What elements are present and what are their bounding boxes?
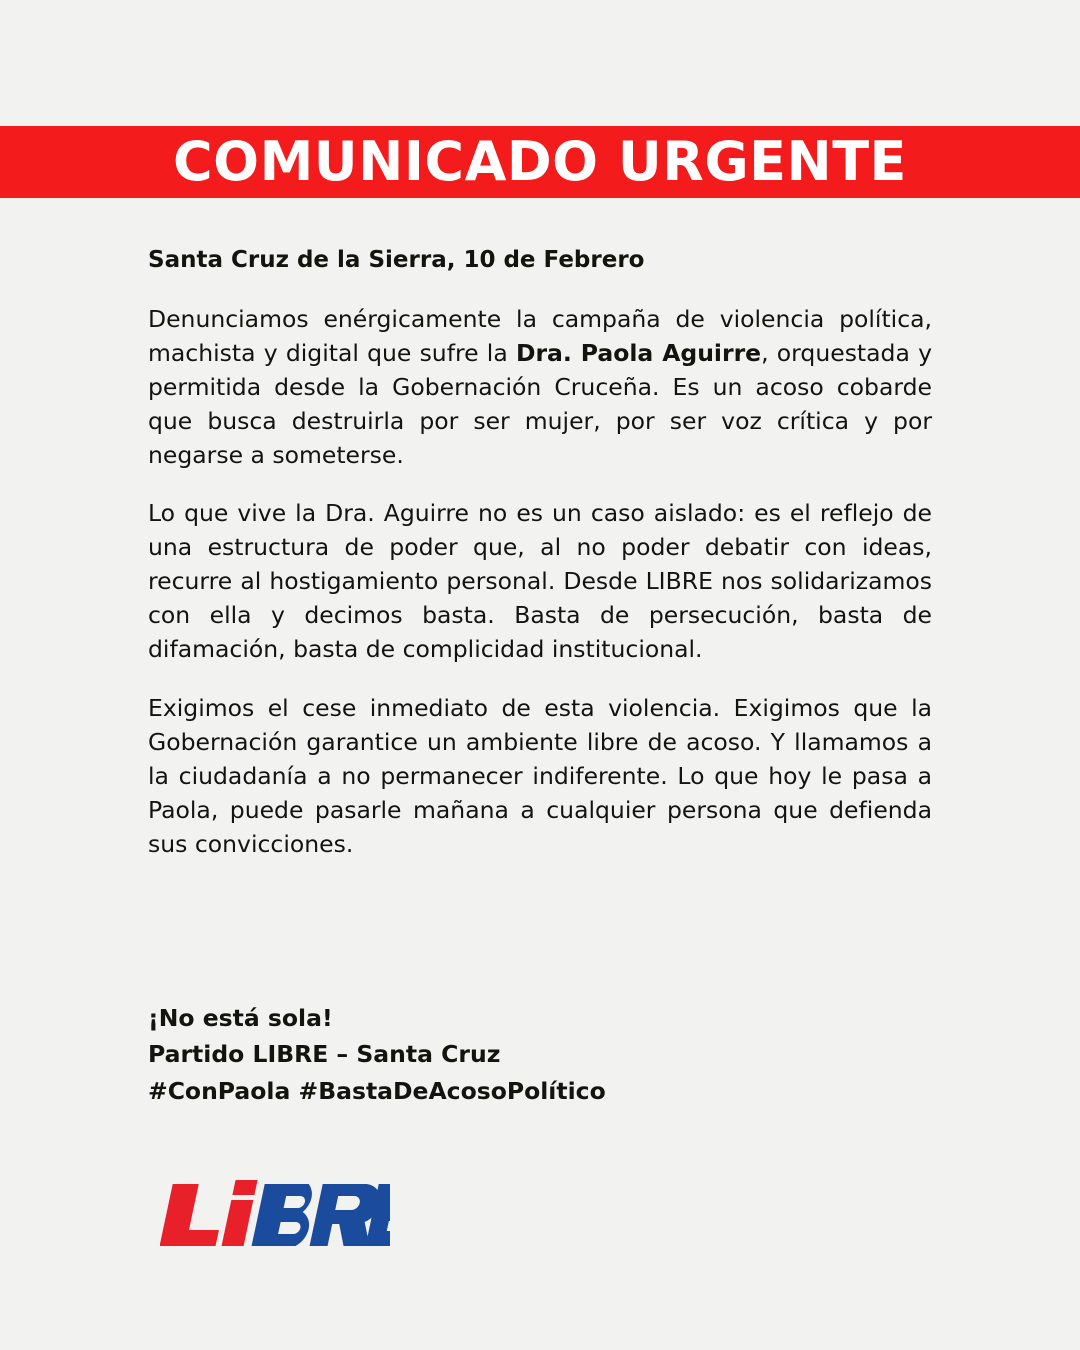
signoff-line-not-alone: ¡No está sola!	[148, 1004, 333, 1032]
document-body	[148, 246, 932, 861]
paragraph-1-part-1: Denunciamos enérgicamente la campaña de violencia política, machista y digital que sufre la	[148, 304, 932, 367]
paragraph-1	[148, 302, 932, 472]
banner-title: COMUNICADO URGENTE	[173, 130, 907, 193]
paragraph-1-highlight-name: Dra. Paola Aguirre	[515, 338, 762, 367]
paragraph-3	[148, 691, 932, 861]
signoff-line-party: Partido LIBRE – Santa Cruz	[148, 1040, 501, 1069]
signoff-line-hashtags: #ConPaola #BastaDeAcosoPolítico	[148, 1076, 606, 1105]
signoff-block	[148, 1000, 932, 1109]
paragraph-1-part-3: , orquestada y permitida desde la Gobernación Cruceña. Es un acoso cobarde que busca destruirla por ser mujer, por ser voz crítica y por negarse a someterse.	[148, 338, 932, 470]
paragraph-2	[148, 496, 932, 666]
libre-logo	[160, 1178, 390, 1252]
urgent-banner	[0, 126, 1080, 198]
dateline: Santa Cruz de la Sierra, 10 de Febrero	[148, 247, 645, 273]
paragraph-2-part-1: Lo que vive la Dra. Aguirre no es un caso aislado: es el reflejo de una estructura de poder que, al no poder debatir con ideas, recurre al hostigamiento personal. Desde LIBRE nos solidarizamos con ella y decimos basta. Basta de persecución, basta de difamación, basta de complicidad institucional.	[148, 499, 932, 664]
paragraph-3-part-1: Exigimos el cese inmediato de esta violencia. Exigimos que la Gobernación garantice un ambiente libre de acoso. Y llamamos a la ciudadanía a no permanecer indiferente. Lo que hoy le pasa a Paola, puede pasarle mañana a cualquier persona que defienda sus convicciones.	[148, 693, 932, 858]
